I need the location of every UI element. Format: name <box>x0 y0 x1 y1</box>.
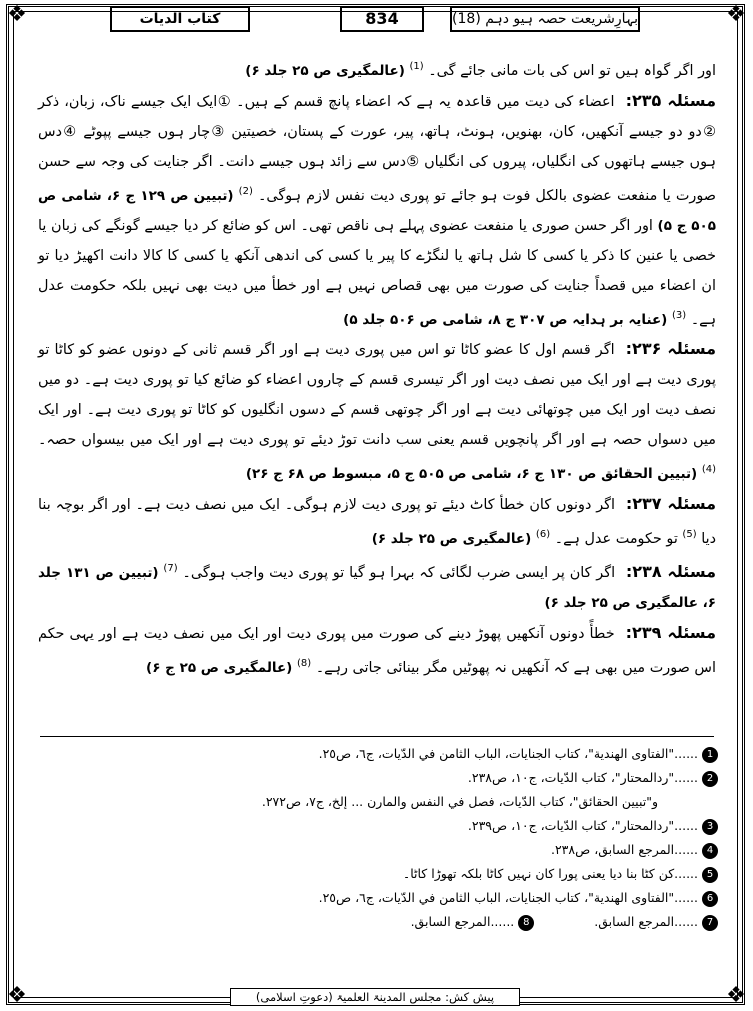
footnote-text: ......کن کٹا بنا دیا یعنی پورا کان نہیں کاٹا بلکہ تھوڑا کاٹا۔ <box>402 866 698 881</box>
footnote-number: 5 <box>702 867 718 883</box>
main-content <box>38 52 716 683</box>
footnote-number: 2 <box>702 771 718 787</box>
citation: (تبیین ص ۱۳۱ جلد ۶، عالمگیری ص ۲۵ جلد ۶) <box>38 564 716 611</box>
footnote-ref: (2) <box>238 185 253 197</box>
footnote <box>40 862 718 886</box>
footnote-ref: (3) <box>671 309 687 321</box>
masala-label: مسئلہ ۲۳۶: <box>625 339 717 359</box>
footnote-text: ......"ردالمحتار"، كتاب الدّيات، ج١٠، ص٢٣٩. <box>467 818 698 833</box>
citation: (عالمگیری ص ۲۵ جلد ۶) <box>245 62 405 79</box>
footnote-number: 3 <box>702 819 718 835</box>
publisher-footer: پیش کش: مجلس المدینۃ العلمیۃ (دعوتِ اسلامی) <box>230 988 520 1006</box>
paragraph-text: تو حکومت عدل ہے۔ <box>554 530 678 547</box>
footnote-continuation <box>40 790 718 814</box>
footnote-ref: (8) <box>296 657 312 669</box>
footnote-number: 8 <box>518 915 534 931</box>
paragraph-text: اگر دونوں کان خطأ کاٹ دیئے تو پوری دیت لازم ہوگی۔ ایک میں نصف دیت ہے۔ اور اگر بوچہ بنا دیا <box>38 497 716 547</box>
corner-ornament-icon: ❖ <box>7 983 27 1008</box>
paragraph-text: اور اگر گواہ ہیں تو اس کی بات مانی جائے گی۔ <box>428 62 716 79</box>
masala-label: مسئلہ ۲۳۸: <box>625 561 717 581</box>
paragraph <box>38 618 716 683</box>
footnote-number: 1 <box>702 747 718 763</box>
footnote-ref: (5) <box>682 529 697 541</box>
footnote-text: ......المرجع السابق، ص٢٣٨. <box>550 842 698 857</box>
masala-label: مسئلہ ۲۳۵: <box>625 90 716 110</box>
paragraph-text: اگر قسم اول کا عضو کاٹا تو اس میں پوری دیت ہے اور اگر قسم ثانی کے دونوں عضو کو کاٹا تو پوری دیت ہے اور ایک میں نصف دیت اور اگر تیسری قسم کے چاروں اعضاء کو ضائع کیا تو پوری دیت ہے۔ دو میں نصف دیت اور ایک میں چوتھائی دیت ہے اور اگر چوتھی قسم کے دسوں انگلیوں کو کاٹا تو پوری دیت ہے۔ اور ایک میں دسواں حصہ ہے اور اگر پانچویں قسم یعنی سب دانت توڑ دیئے تو پوری دیت ہے اور ایک میں بیسواں حصہ۔ <box>38 342 716 449</box>
footnote-text: ......"الفتاوى الهندية"، كتاب الجنايات، الباب الثامن في الدّيات، ج٦، ص٢٥. <box>318 890 698 905</box>
footnote <box>40 766 718 790</box>
footnote-number: 6 <box>702 891 718 907</box>
citation: (عالمگیری ص ۲۵ ج ۶) <box>146 659 293 676</box>
paragraph <box>38 52 716 86</box>
footnote <box>40 814 718 838</box>
footnote-number: 7 <box>702 915 718 931</box>
paragraph-text: اگر کان پر ایسی ضرب لگائی کہ بہرا ہو گیا تو پوری دیت واجب ہوگی۔ <box>182 564 616 581</box>
footnote-ref: (6) <box>535 529 551 541</box>
chapter-title: کتاب الدیات <box>110 6 250 32</box>
footnote-ref: (4) <box>701 464 716 476</box>
citation: (تبیین ص ۱۲۹ ج ۶، شامی ص ۵۰۵ ج ۵) <box>38 187 716 234</box>
corner-ornament-icon: ❖ <box>726 983 746 1008</box>
masala-label: مسئلہ ۲۳۷: <box>625 494 717 514</box>
paragraph-text: اور اگر حسن صوری یا منفعت عضوی پہلے ہی ناقص تھی۔ اس کو ضائع کر دیا جیسے گونگے کی زبان یا خصی یا عنین کا ذکر یا کسی کا شل ہاتھ یا لنگڑے کا پیر یا کسی کی اندھی آنکھ یا کسی کا کالا دانت اکھیڑ دیا تو ان اعضاء میں قصداً جنایت کی صورت میں بھی قصاص نہیں ہے اور خطأ میں دیت بھی نہیں بلکہ حکومت عدل ہے۔ <box>38 217 716 328</box>
footnote-ref: (1) <box>409 61 424 72</box>
footnote <box>40 742 718 766</box>
citation: (عنایہ بر ہدایہ ص ۳۰۷ ج ۸، شامی ص ۵۰۶ جلد ۵) <box>343 311 668 328</box>
paragraph <box>38 489 716 554</box>
page-header <box>20 6 733 34</box>
footnote-ref: (7) <box>163 562 178 574</box>
paragraph <box>38 554 716 618</box>
citation: (تبیین الحقائق ص ۱۳۰ ج ۶، شامی ص ۵۰۵ ج ۵، مبسوط ص ۶۸ ج ۲۶) <box>245 466 698 483</box>
paragraph-text: خطأً دونوں آنکھیں پھوڑ دینے کی صورت میں پوری دیت اور ایک میں نصف دیت ہے اور یہی حکم اس صورت میں بھی ہے کہ آنکھیں نہ پھوٹیں مگر بینائی جاتی رہے۔ <box>38 625 716 676</box>
corner-ornament-icon: ❖ <box>7 2 27 27</box>
footnote <box>40 886 718 910</box>
masala-label: مسئلہ ۲۳۹: <box>625 622 716 642</box>
book-title: بہارِشریعت حصہ ہیو دہم (18) <box>450 6 640 32</box>
footnote-pair <box>40 910 718 934</box>
footnote-text: ......المرجع السابق. <box>594 914 698 929</box>
citation: (عالمگیری ص ۲۵ جلد ۶) <box>371 530 532 547</box>
footnote-text: ......"ردالمحتار"، كتاب الدّيات، ج١٠، ص٢٣٨. <box>467 770 698 785</box>
footnote-text: و"تبيين الحقائق"، كتاب الدّيات، فصل في النفس والمارن ... إلخ، ج٧، ص٢٧٢. <box>261 794 658 809</box>
footnote <box>40 838 718 862</box>
footnote-text: ......المرجع السابق. <box>410 914 515 929</box>
footnote-text: ......"الفتاوى الهندية"، كتاب الجنايات، الباب الثامن في الدّيات، ج٦، ص٢٥. <box>318 746 698 761</box>
footnotes <box>40 742 718 934</box>
corner-ornament-icon: ❖ <box>726 2 746 27</box>
footnote <box>594 910 718 934</box>
paragraph <box>38 86 716 335</box>
footnote <box>411 910 535 934</box>
footnote-number: 4 <box>702 843 718 859</box>
footnote-divider <box>40 736 714 737</box>
page-number: 834 <box>340 6 424 32</box>
paragraph <box>38 334 716 489</box>
paragraph-text: اعضاء کی دیت میں قاعدہ یہ ہے کہ اعضاء پانچ قسم کے ہیں۔ ①ایک ایک جیسے ناک، زبان، ذکر ②دو دو جیسے آنکھیں، کان، بھنویں، ہونٹ، ہاتھ، پیر، عورت کے پستان، خصیتین ③چار ہوں جیسے پپوٹے ④دس ہوں جیسے ہاتھوں کی انگلیاں، پیروں کی انگلیاں ⑤دس سے زائد ہوں جیسے دانت۔ اگر جنایت کی وجہ سے حسن صورت یا منفعت عضوی بالکل فوت ہو جائے تو پوری دیت نفس لازم ہوگی۔ <box>38 93 717 204</box>
